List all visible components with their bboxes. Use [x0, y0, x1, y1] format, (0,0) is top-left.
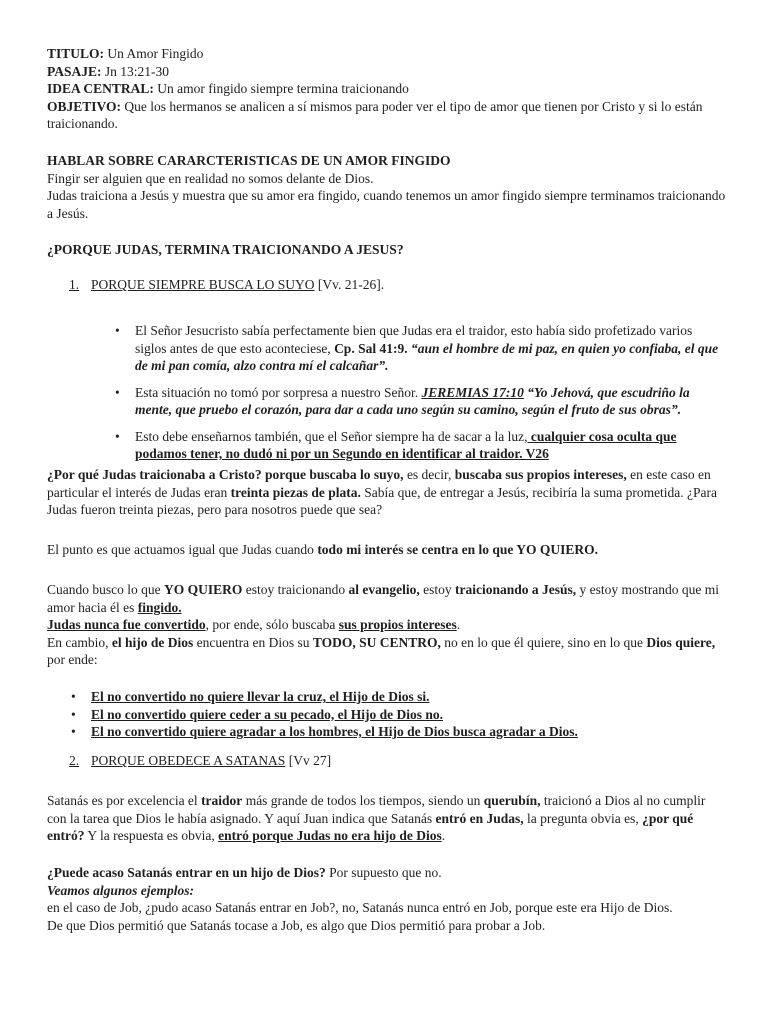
p3-n: el hijo de Dios [111, 634, 194, 650]
bullet-1-3 [115, 428, 725, 463]
paragraph-5 [47, 864, 727, 934]
bullet-dot-icon: • [71, 724, 76, 739]
p1-question: ¿Por qué Judas traicionaba a Cristo? porque buscaba lo suyo, [47, 467, 404, 482]
p3-c: estoy traicionando [242, 582, 349, 597]
point-1-number: 1. [69, 277, 80, 292]
point-1-ref: [Vv. 21-26]. [314, 277, 385, 292]
point-2 [69, 752, 721, 770]
p3-o: encuentra en Dios su [193, 634, 313, 650]
p1-text-f: Sabía que, de entregar a Jesús, recibiría la suma prometida. ¿Para Judas fueron treinta piezas, pero para nosotros puede que sea? [47, 484, 718, 517]
bullet-2-1 [71, 688, 721, 706]
bullet-1-2-text: Esta situación no tomó por sorpresa a nuestro Señor. [135, 384, 422, 400]
question-heading-text: ¿PORQUE JUDAS, TERMINA TRAICIONANDO A JESUS? [47, 242, 404, 257]
point-2-title: PORQUE OBEDECE A SATANAS [91, 753, 286, 768]
p4-b: traidor [201, 793, 243, 808]
idea-line [47, 80, 727, 98]
bullet-1-2-ref: JEREMIAS 17:10 [421, 384, 524, 400]
p5-line-job-2: De que Dios permitió que Satanás tocase a Job, es algo que Dios permitió para probar a Job. [47, 917, 546, 933]
point-2-list [69, 752, 721, 770]
bullet-1-1-quote: “aun el hombre de mi paz, en quien yo confiaba, el que de mi pan comía, alzo contra mí el calcañar”. [135, 340, 719, 373]
p2-text-a: El punto es que actuamos igual que Judas cuando [47, 542, 318, 557]
p3-k: sus propios intereses [338, 617, 457, 632]
bullet-2-2-text: El no convertido quiere ceder a su pecado, el Hijo de Dios no. [91, 706, 443, 722]
bullet-dot-icon: • [115, 384, 120, 400]
objetivo-value: Que los hermanos se analicen a sí mismos para poder ver el tipo de amor que tienen por Cristo y si lo están traicionando. [47, 98, 703, 131]
p4-i: Y la respuesta es obvia, [84, 828, 219, 843]
idea-label: IDEA CENTRAL: [47, 81, 154, 96]
titulo-label: TITULO: [47, 46, 105, 61]
p3-g: y estoy mostrando que mi amor hacia él es [47, 582, 719, 615]
p4-d: querubín, [483, 793, 541, 808]
p4-e: traicionó a Dios al no cumplir con la tarea que Dios le había asignado. Y aquí Juan indica que Satanás [47, 793, 706, 826]
point-1-title: PORQUE SIEMPRE BUSCA LO SUYO [91, 277, 315, 292]
p5-question: ¿Puede acaso Satanás entrar en un hijo de Dios? [47, 865, 326, 880]
idea-value: Un amor fingido siempre termina traicionando [153, 81, 409, 96]
hablar-heading: HABLAR SOBRE CARARCTERISTICAS DE UN AMOR FINGIDO [47, 153, 451, 168]
p3-h: fingido. [137, 599, 182, 615]
bullets-2 [71, 688, 721, 741]
bullet-2-3-text: El no convertido quiere agradar a los hombres, el Hijo de Dios busca agradar a Dios. [91, 724, 578, 739]
hablar-line-1: Fingir ser alguien que en realidad no somos delante de Dios. [47, 170, 374, 186]
p3-d: al evangelio, [348, 582, 420, 597]
bullet-dot-icon: • [115, 323, 120, 338]
paragraph-1 [47, 466, 727, 519]
p5-answer: Por supuesto que no. [325, 865, 442, 880]
titulo-value: Un Amor Fingido [104, 46, 204, 61]
p3-m: En cambio, [47, 634, 112, 650]
p4-c: más grande de todos los tiempos, siendo un [242, 793, 484, 808]
p5-line-job-1: en el caso de Job, ¿pudo acaso Satanás entrar en Job?, no, Satanás nunca entró en Job, porque este era Hijo de Dios. [47, 900, 673, 915]
point-2-number: 2. [69, 753, 80, 768]
bullet-1-1 [115, 322, 725, 375]
pasaje-line [47, 63, 727, 81]
bullet-dot-icon: • [71, 706, 76, 722]
p3-q: no en lo que él quiere, sino en lo que [440, 634, 647, 650]
bullet-1-2 [115, 384, 725, 419]
p5-examples-heading: Veamos algunos ejemplos: [47, 882, 195, 898]
p4-j: entró porque Judas no era hijo de Dios [218, 828, 442, 843]
titulo-line [47, 45, 727, 63]
paragraph-2 [47, 541, 727, 559]
pasaje-label: PASAJE: [47, 63, 102, 79]
p3-s: por ende: [47, 652, 98, 667]
p3-a: Cuando busco lo que [47, 582, 164, 597]
p3-b: YO QUIERO [164, 582, 243, 597]
p4-h: ¿por qué entró? [47, 810, 694, 843]
bullet-2-2 [71, 706, 721, 724]
bullets-1 [115, 322, 725, 463]
point-1-list [69, 276, 721, 294]
bullet-1-1-ref: Cp. Sal 41:9. [334, 340, 408, 356]
bullet-dot-icon: • [71, 689, 76, 704]
p4-f: entró en Judas, [435, 810, 524, 826]
p3-e: estoy [419, 582, 455, 597]
p3-j: , por ende, sólo buscaba [205, 617, 339, 632]
p1-text-d: en este caso en particular el interés de Judas eran [47, 467, 711, 500]
bullet-1-3-emphasis: cualquier cosa oculta que podamos tener, no dudó ni por un Segundo en identificar al traidor. V26 [135, 428, 677, 461]
point-1 [69, 276, 721, 294]
objetivo-label: OBJETIVO: [47, 98, 121, 114]
point-2-ref: [Vv 27] [285, 753, 332, 768]
bullet-2-1-text: El no convertido no quiere llevar la cruz, el Hijo de Dios si. [91, 689, 430, 704]
bullet-1-3-text: Esto debe enseñarnos también, que el Señor siempre ha de sacar a la luz, [135, 428, 528, 444]
p1-text-b: es decir, [403, 467, 455, 482]
p1-text-c: buscaba sus propios intereses, [454, 467, 627, 482]
p3-p: TODO, SU CENTRO, [312, 634, 441, 650]
paragraph-4 [47, 792, 727, 845]
objetivo-line [47, 98, 727, 133]
p3-f: traicionando a Jesús, [455, 582, 577, 597]
p4-g: la pregunta obvia es, [523, 810, 643, 826]
hablar-line-2: Judas traiciona a Jesús y muestra que su amor era fingido, cuando tenemos un amor fingido siempre terminamos traicionando a Jesús. [47, 188, 726, 221]
p3-l: . [456, 617, 461, 632]
p2-text-b: todo mi interés se centra en lo que YO QUIERO. [317, 542, 599, 557]
pasaje-value: Jn 13:21-30 [101, 63, 170, 79]
meta-block [47, 45, 727, 133]
bullet-dot-icon: • [115, 428, 120, 444]
bullet-1-2-quote: “Yo Jehová, que escudriño la mente, que pruebo el corazón, para dar a cada uno según su camino, según el fruto de sus obras”. [135, 384, 690, 417]
bullet-1-1-text: El Señor Jesucristo sabía perfectamente bien que Judas era el traidor, esto había sido profetizado varios siglos antes de que esto aconteciese, [135, 323, 693, 356]
hablar-section [47, 152, 727, 222]
p3-r: Dios quiere, [646, 634, 716, 650]
p3-i: Judas nunca fue convertido [47, 617, 206, 632]
bullet-2-3 [71, 723, 721, 741]
p1-text-e: treinta piezas de plata. [230, 484, 361, 500]
p4-k: . [441, 828, 446, 843]
paragraph-3 [47, 581, 727, 669]
p4-a: Satanás es por excelencia el [47, 793, 202, 808]
question-heading [47, 241, 727, 259]
